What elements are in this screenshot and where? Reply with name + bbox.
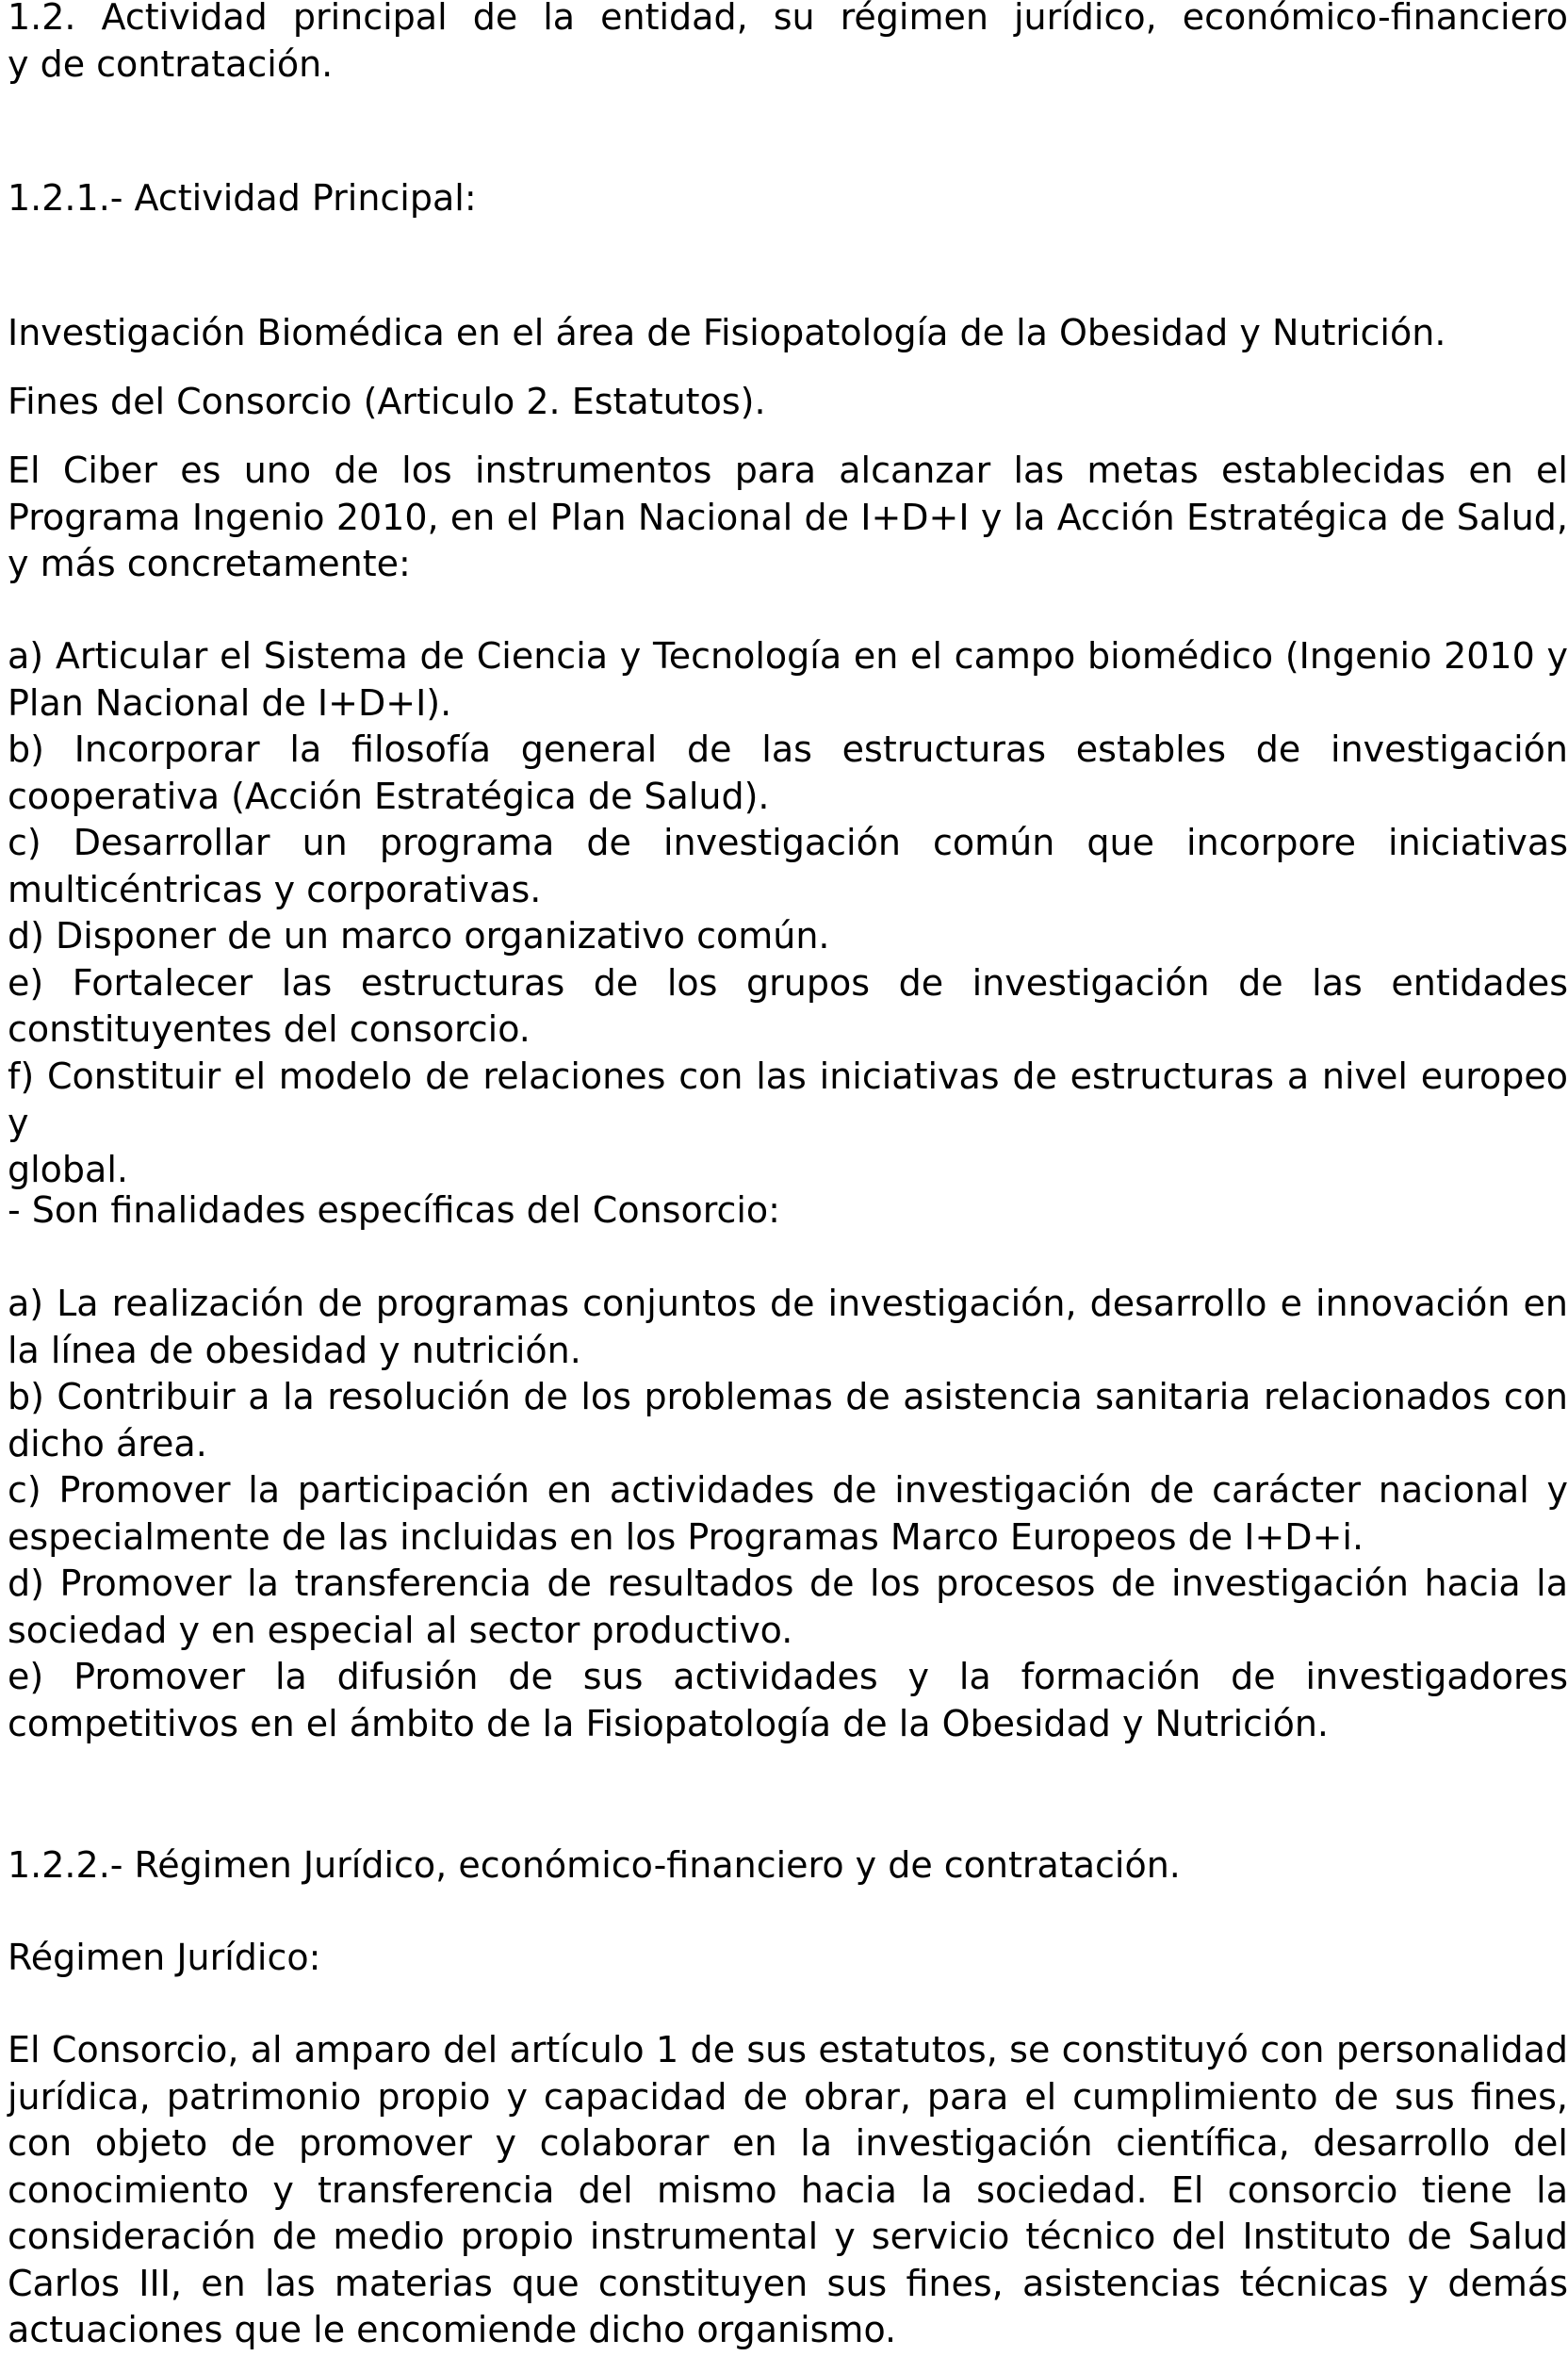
heading-line-1: 1.2. Actividad principal de la entidad, su régimen jurídico, económico-financiero xyxy=(8,0,1568,38)
list-item: e) Fortalecer las estructuras de los grupos de investigación de las entidades constituyentes del consorcio. xyxy=(8,961,1568,1050)
list-item: f) Constituir el modelo de relaciones con las iniciativas de estructuras a nivel europeo y global. xyxy=(8,1055,1568,1190)
list-item: d) Disponer de un marco organizativo común. xyxy=(8,915,830,957)
list-item: a) La realización de programas conjuntos de investigación, desarrollo e innovación en la línea de obesidad y nutrición. xyxy=(8,1283,1568,1371)
specific-list xyxy=(8,1281,1568,1747)
regimen-juridico-title: Régimen Jurídico: xyxy=(8,1937,321,1978)
goals-list xyxy=(8,633,1568,1193)
intro-paragraph: El Ciber es uno de los instrumentos para alcanzar las metas establecidas en el Programa Ingenio 2010, en el Plan Nacional de I+D+I y la Acción Estratégica de Salud, y más concretamente: xyxy=(8,450,1568,584)
list-item: a) Articular el Sistema de Ciencia y Tecnología en el campo biomédico (Ingenio 2010 y Plan Nacional de I+D+I). xyxy=(8,635,1568,724)
list-item: c) Desarrollar un programa de investigación común que incorpore iniciativas multicéntricas y corporativas. xyxy=(8,822,1568,910)
list-item: e) Promover la difusión de sus actividades y la formación de investigadores competitivos en el ámbito de la Fisiopatología de la Obesidad y Nutrición. xyxy=(8,1656,1568,1744)
fines-title: Fines del Consorcio (Articulo 2. Estatutos). xyxy=(8,381,766,422)
list-item: c) Promover la participación en actividades de investigación de carácter nacional y especialmente de las incluidas en los Programas Marco Europeos de I+D+i. xyxy=(8,1469,1568,1558)
heading-line-2: y de contratación. xyxy=(8,42,334,85)
regimen-paragraph: El Consorcio, al amparo del artículo 1 de sus estatutos, se constituyó con personalidad jurídica, patrimonio propio y capacidad de obrar, para el cumplimiento de sus fines, con objeto de promover y colaborar en la investigación científica, desarrollo del conocimiento y transferencia del mismo hacia la sociedad. El consorcio tiene la consideración de medio propio instrumental y servicio técnico del Instituto de Salud Carlos III, en las materias que constituyen sus fines, asistencias técnicas y demás actuaciones que le encomiende dicho organismo. xyxy=(8,2029,1568,2350)
activity-text: Investigación Biomédica en el área de Fisiopatología de la Obesidad y Nutrición. xyxy=(8,312,1446,353)
list-item: d) Promover la transferencia de resultados de los procesos de investigación hacia la sociedad y en especial al sector productivo. xyxy=(8,1562,1568,1651)
specific-title: - Son finalidades específicas del Consorcio: xyxy=(8,1189,780,1231)
subsection-title-regimen: 1.2.2.- Régimen Jurídico, económico-financiero y de contratación. xyxy=(8,1844,1181,1886)
subsection-title-activity: 1.2.1.- Actividad Principal: xyxy=(8,177,477,219)
section-heading xyxy=(8,0,1568,88)
list-item: b) Contribuir a la resolución de los problemas de asistencia sanitaria relacionados con dicho área. xyxy=(8,1376,1568,1464)
list-item: b) Incorporar la filosofía general de las estructuras estables de investigación cooperativa (Acción Estratégica de Salud). xyxy=(8,728,1568,817)
